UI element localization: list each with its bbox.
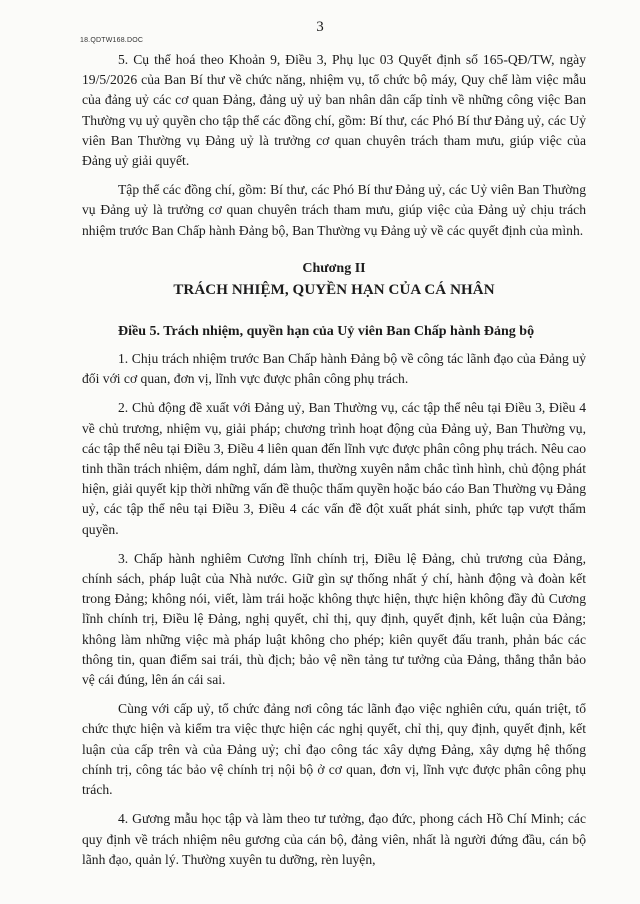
document-reference: 18.QDTW168.DOC: [80, 37, 144, 44]
chapter-heading: Chương II: [302, 260, 366, 276]
page-number: 3: [316, 19, 324, 35]
article-5-title: Điều 5. Trách nhiệm, quyền hạn của Uỷ viên Ban Chấp hành Đảng bộ: [118, 323, 535, 339]
article-5-clause-1: 1. Chịu trách nhiệm trước Ban Chấp hành Đảng bộ về công tác lãnh đạo của Đảng uỷ đối với cơ quan, đơn vị, lĩnh vực được phân công phụ trách.: [82, 351, 586, 387]
article-5-clause-3-continued: Cùng với cấp uỷ, tổ chức đảng nơi công tác lãnh đạo việc nghiên cứu, quán triệt, tổ chức thực hiện và kiểm tra việc thực hiện các nghị quyết, chỉ thị, quy định, quyết định, kết luận của cấp trên và của Đảng uỷ; chỉ đạo công tác xây dựng Đảng, xây dựng hệ thống chính trị, công tác bảo vệ chính trị nội bộ ở cơ quan, đơn vị, lĩnh vực được phân công phụ trách.: [82, 701, 586, 798]
chapter-title: TRÁCH NHIỆM, QUYỀN HẠN CỦA CÁ NHÂN: [173, 281, 495, 298]
paragraph-section-5: 5. Cụ thể hoá theo Khoản 9, Điều 3, Phụ lục 03 Quyết định số 165-QĐ/TW, ngày 19/5/2026 của Ban Bí thư về chức năng, nhiệm vụ, tổ chức bộ máy, Quy chế làm việc mẫu của đảng uỷ các cơ quan Đảng, đảng uỷ uỷ ban nhân dân cấp tỉnh về những công việc Ban Thường vụ uỷ quyền cho tập thể các đồng chí, gồm: Bí thư, các Phó Bí thư Đảng uỷ, các Uỷ viên Ban Thường vụ Đảng uỷ là trưởng cơ quan chuyên trách tham mưu, giúp việc của Đảng uỷ giải quyết.: [82, 52, 586, 169]
document-body: [82, 50, 586, 879]
article-5-clause-2: 2. Chủ động đề xuất với Đảng uỷ, Ban Thường vụ, các tập thể nêu tại Điều 3, Điều 4 về chủ trương, nhiệm vụ, giải pháp; chương trình hoạt động của Đảng uỷ, Ban Thường vụ, các tập thể nêu tại Điều 3, Điều 4 liên quan đến lĩnh vực được phân công phụ trách. Nêu cao tinh thần trách nhiệm, dám nghĩ, dám làm, thường xuyên nắm chắc tình hình, chủ động phát hiện, giải quyết kịp thời những vấn đề thuộc thẩm quyền hoặc báo cáo Ban Thường vụ Đảng uỷ, các tập thể nêu tại Điều 3, Điều 4 các vấn đề đột xuất phát sinh, phức tạp vượt thẩm quyền.: [82, 400, 586, 537]
article-5-clause-4: 4. Gương mẫu học tập và làm theo tư tưởng, đạo đức, phong cách Hồ Chí Minh; các quy định về trách nhiệm nêu gương của cán bộ, đảng viên, nhất là người đứng đầu, cán bộ lãnh đạo, quản lý. Thường xuyên tu dưỡng, rèn luyện,: [82, 811, 586, 867]
paragraph-collective-responsibility: Tập thể các đồng chí, gồm: Bí thư, các Phó Bí thư Đảng uỷ, các Uỷ viên Ban Thường vụ Đảng uỷ là trưởng cơ quan chuyên trách tham mưu, giúp việc của Đảng uỷ chịu trách nhiệm trước Ban Chấp hành Đảng bộ, Ban Thường vụ Đảng uỷ về các quyết định của mình.: [82, 182, 586, 238]
article-5-clause-3: 3. Chấp hành nghiêm Cương lĩnh chính trị, Điều lệ Đảng, chủ trương của Đảng, chính sách, pháp luật của Nhà nước. Giữ gìn sự thống nhất ý chí, hành động và đoàn kết trong Đảng; không nói, viết, làm trái hoặc không thực hiện, thực hiện không đầy đủ Cương lĩnh chính trị, Điều lệ Đảng, nghị quyết, chỉ thị, quy định, quyết định, kết luận của Đảng; không làm những việc mà pháp luật không cho phép; kiên quyết đấu tranh, phản bác các thông tin, quan điểm sai trái, thù địch; bảo vệ nền tảng tư tưởng của Đảng, thẳng thắn bảo vệ cái đúng, lên án cái sai.: [82, 550, 586, 688]
